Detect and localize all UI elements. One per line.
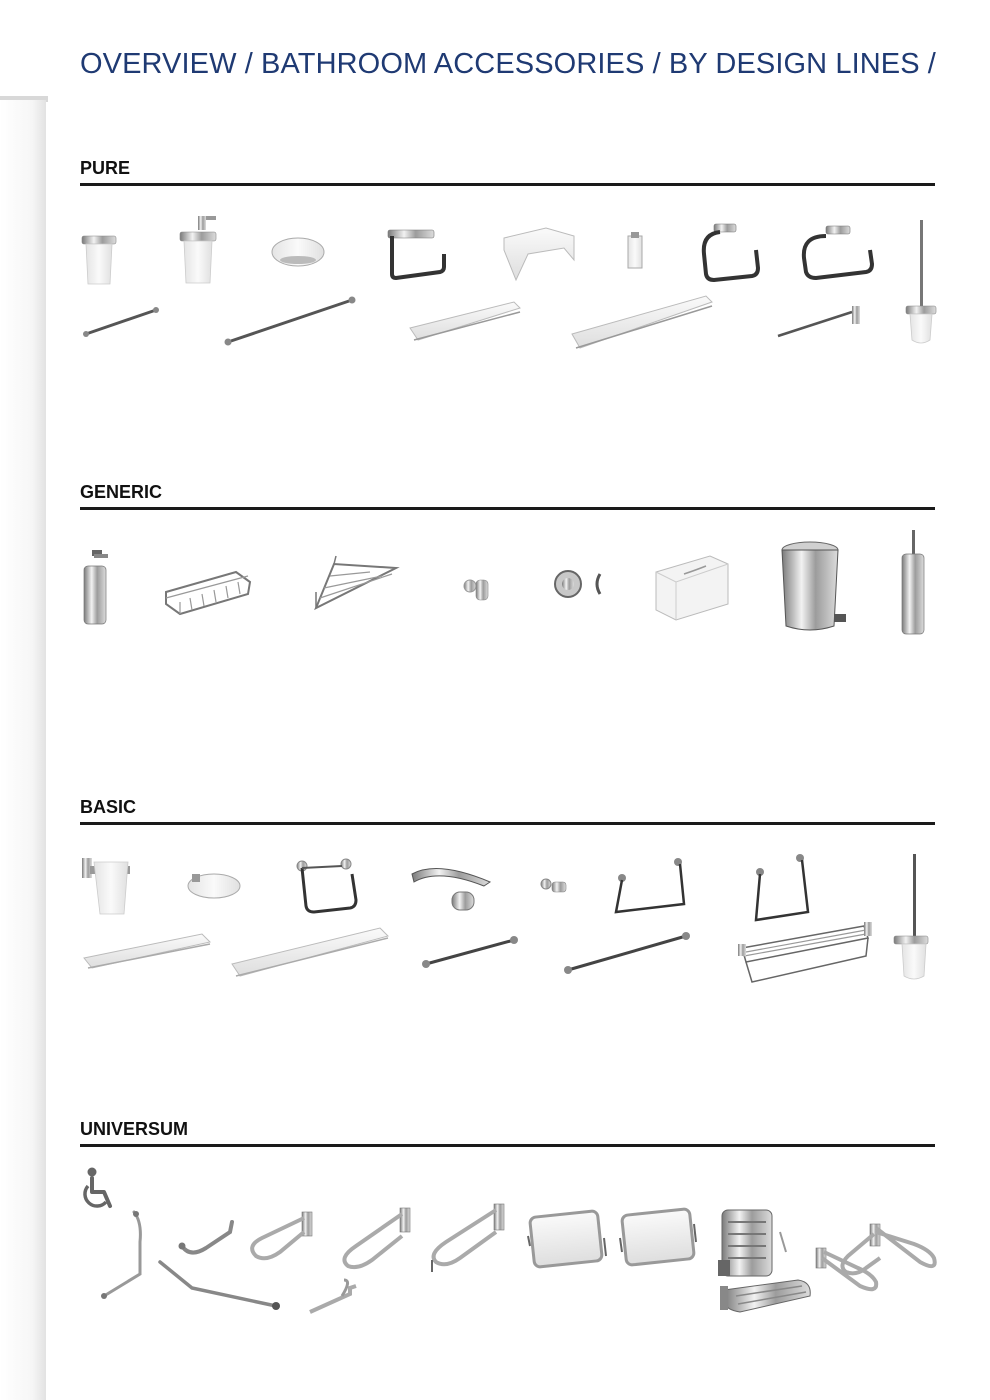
- product-soap-dish: [188, 874, 240, 898]
- product-fold-up-bar: [344, 1208, 410, 1267]
- product-soap-dispenser: [84, 550, 108, 624]
- product-square-hook: [628, 232, 642, 268]
- product-robe-hook: [555, 571, 600, 597]
- product-knob-hook: [464, 580, 488, 600]
- product-soap-dispenser: [180, 216, 216, 283]
- product-towel-bar: [564, 932, 690, 974]
- product-grab-bar-curved: [179, 1222, 233, 1253]
- product-paper-holder: [388, 230, 444, 278]
- product-grid-generic: [80, 526, 935, 642]
- product-paper-holder-cover: [412, 869, 490, 910]
- product-towel-ring: [704, 224, 758, 280]
- product-towel-ring: [616, 858, 684, 912]
- section-rule: [80, 507, 935, 510]
- product-glass-shelf: [572, 296, 712, 348]
- product-corner-basket: [316, 556, 396, 608]
- product-grid-pure: [80, 210, 935, 360]
- product-towel-bar: [422, 936, 518, 968]
- section-rule: [80, 1144, 935, 1147]
- page-title: OVERVIEW / BATHROOM ACCESSORIES / BY DESIGN LINES /: [80, 48, 936, 80]
- product-tumbler-holder: [82, 236, 116, 284]
- product-glass-shelf: [232, 928, 388, 976]
- side-bar: [0, 100, 46, 1400]
- product-towel-bar: [83, 307, 159, 337]
- product-folding-seat-up: [718, 1210, 786, 1276]
- product-tilting-mirror: [620, 1209, 696, 1266]
- product-folding-seat-down: [720, 1280, 810, 1312]
- product-tumbler-holder: [82, 858, 130, 914]
- product-fold-up-bar: [252, 1212, 312, 1258]
- product-glass-shelf: [410, 302, 520, 340]
- product-towel-rack: [738, 922, 872, 982]
- section-rule: [80, 183, 935, 186]
- product-support-bar-holder: [310, 1280, 356, 1312]
- product-double-fold-bar: [816, 1224, 935, 1289]
- product-towel-rail: [778, 306, 860, 336]
- product-towel-bar: [225, 297, 356, 346]
- section-title: PURE: [80, 158, 131, 178]
- product-bent-shelf: [504, 228, 574, 280]
- product-grid-universum: [80, 1162, 935, 1322]
- section-title: BASIC: [80, 797, 137, 817]
- section-rule: [80, 822, 935, 825]
- product-toilet-brush: [894, 854, 928, 979]
- section-basic: [80, 795, 935, 825]
- product-pedal-bin: [782, 542, 846, 630]
- product-toilet-brush: [906, 220, 936, 343]
- product-soap-dish: [272, 238, 324, 266]
- product-towel-ring: [756, 854, 808, 920]
- product-wire-basket: [166, 572, 250, 614]
- product-grab-bar-l: [101, 1211, 140, 1299]
- product-tissue-box: [656, 556, 728, 620]
- section-universum: [80, 1117, 935, 1147]
- section-generic: [80, 480, 935, 510]
- product-grab-bar-angled: [160, 1262, 280, 1310]
- product-paper-holder: [297, 859, 356, 912]
- product-double-hook: [541, 879, 566, 892]
- product-towel-ring: [804, 226, 872, 278]
- product-fold-up-bar: [432, 1204, 504, 1272]
- section-title: GENERIC: [80, 482, 163, 502]
- section-title: UNIVERSUM: [80, 1119, 189, 1139]
- wheelchair-icon: [85, 1168, 110, 1207]
- product-toilet-brush: [902, 530, 924, 634]
- product-grid-basic: [80, 852, 935, 988]
- product-glass-shelf: [84, 934, 210, 968]
- product-tilting-mirror: [528, 1211, 606, 1268]
- section-pure: [80, 156, 935, 186]
